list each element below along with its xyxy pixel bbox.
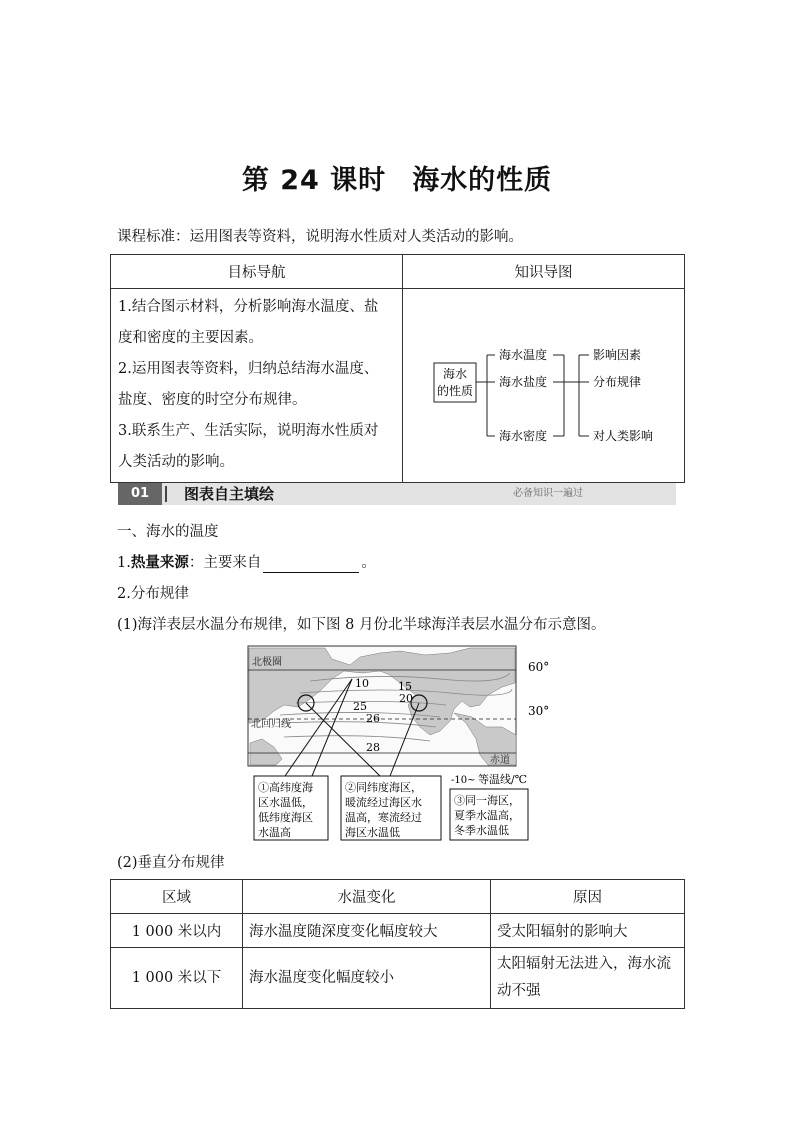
table-cell: 太阳辐射无法进入，海水流动不强	[491, 948, 685, 1009]
section-divider	[165, 486, 167, 502]
lesson-number: 第 24 课时	[241, 165, 387, 196]
table-header: 区域	[111, 880, 243, 914]
isotherm-label: 25	[353, 700, 367, 713]
mindmap-branch-right	[553, 355, 589, 436]
note-text: 水温高	[258, 826, 291, 839]
goal-line: 度和密度的主要因素。	[118, 330, 263, 346]
section-number: 01	[118, 483, 162, 505]
note-text: 夏季水温高，	[454, 809, 520, 822]
table-row	[111, 948, 685, 1009]
mindmap-node: 海水盐度	[499, 375, 548, 389]
mindmap-header: 知识导图	[403, 255, 685, 289]
table-cell: 1 000 米以下	[111, 948, 243, 1009]
latitude-label: 60°	[528, 660, 550, 674]
goal-line: 1.结合图示材料，分析影响海水温度、盐	[118, 299, 379, 315]
page-title	[0, 158, 794, 197]
isotherm-label: 26	[366, 712, 380, 725]
table-cell: 1 000 米以内	[111, 914, 243, 948]
latitude-label: 30°	[528, 704, 550, 718]
mindmap-node: 海水温度	[499, 348, 548, 362]
note-text: ②同纬度海区，	[345, 781, 422, 794]
curriculum-standard: 课程标准：运用图表等资料，说明海水性质对人类活动的影响。	[117, 229, 523, 245]
goal-list	[111, 289, 403, 483]
mindmap-node: 对人类影响	[593, 429, 654, 443]
surface-distribution-text: (1)海洋表层水温分布规律，如下图 8 月份北半球海洋表层水温分布示意图。	[117, 617, 606, 633]
note-text: ③同一海区，	[454, 794, 520, 807]
table-cell: 海水温度变化幅度较小	[243, 948, 491, 1009]
goal-table	[110, 254, 685, 483]
tropic-label: 北回归线	[251, 719, 291, 730]
fill-blank[interactable]	[263, 558, 359, 573]
legend-label: 等温线/℃	[478, 773, 528, 786]
mindmap-cell	[403, 289, 685, 483]
goal-line: 盐度、密度的时空分布规律。	[118, 392, 307, 408]
note-text: 暖流经过海区水	[345, 796, 422, 809]
mindmap-node: 海水密度	[499, 429, 548, 443]
isotherm-label: 20	[399, 692, 413, 705]
note-text: 区水温低，	[258, 796, 313, 809]
isotherm-label: 15	[398, 680, 412, 693]
vertical-distribution-table	[110, 879, 685, 1009]
goal-line: 3.联系生产、生活实际，说明海水性质对	[118, 423, 379, 439]
note-text: ①高纬度海	[258, 781, 313, 794]
goal-line: 人类活动的影响。	[118, 454, 234, 470]
isotherm-label: 10	[355, 677, 369, 690]
equator-label: 赤道	[490, 755, 510, 766]
mindmap-branch-left	[476, 355, 495, 436]
table-row	[111, 914, 685, 948]
knowledge-mindmap	[403, 289, 687, 475]
vertical-distribution-heading: (2)垂直分布规律	[117, 855, 225, 871]
lesson-title: 海水的性质	[412, 165, 553, 196]
goal-line: 2.运用图表等资料，归纳总结海水温度、	[118, 361, 379, 377]
mindmap-node: 分布规律	[593, 375, 642, 389]
note-text: 温高，寒流经过	[345, 811, 422, 824]
note-text: 冬季水温低	[454, 824, 509, 837]
sea-temperature-map	[240, 643, 560, 843]
goal-header: 目标导航	[111, 255, 403, 289]
distribution-heading: 2.分布规律	[117, 586, 189, 602]
note-text: 低纬度海区	[258, 811, 313, 824]
table-header: 原因	[491, 880, 685, 914]
heat-source-line: 1.热量来源：主要来自 。	[117, 554, 376, 571]
note-text: 海区水温低	[345, 826, 400, 839]
table-header: 水温变化	[243, 880, 491, 914]
heading-water-temperature: 一、海水的温度	[117, 524, 219, 540]
mindmap-root: 海水	[442, 367, 468, 381]
section-title: 图表自主填绘	[184, 485, 275, 503]
legend-value: -10~	[451, 775, 476, 786]
section-subtitle: 必备知识一遍过	[513, 488, 583, 499]
table-cell: 海水温度随深度变化幅度较大	[243, 914, 491, 948]
mindmap-root: 的性质	[436, 384, 474, 398]
table-cell: 受太阳辐射的影响大	[491, 914, 685, 948]
mindmap-node: 影响因素	[593, 348, 642, 362]
isotherm-label: 28	[366, 741, 380, 754]
arctic-circle-label: 北极圈	[252, 657, 282, 668]
